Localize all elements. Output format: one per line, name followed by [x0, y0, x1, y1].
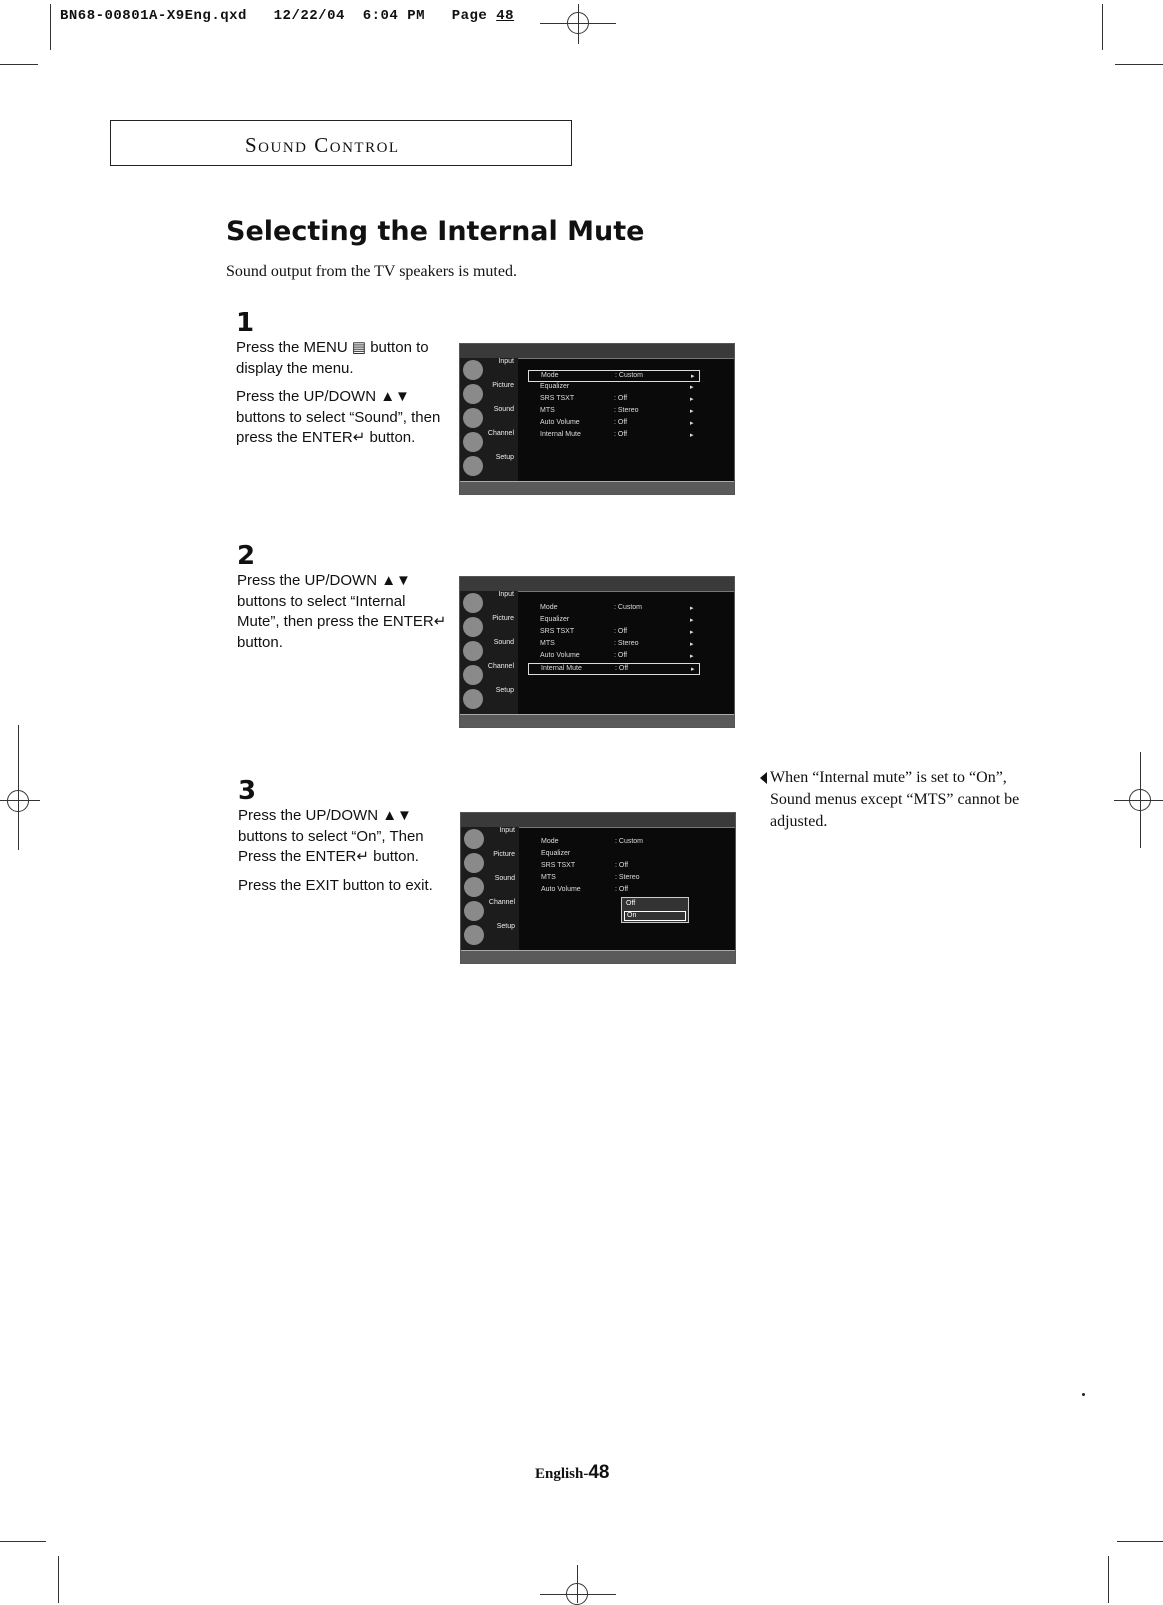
arrow-right-icon: ▸ — [690, 629, 694, 636]
tv-help-bar — [460, 714, 734, 727]
arrow-right-icon: ▸ — [690, 653, 694, 660]
channel-icon — [463, 665, 483, 685]
note-arrow-icon — [760, 772, 767, 784]
crop-mark — [1114, 800, 1163, 801]
crop-mark — [1115, 64, 1163, 65]
picture-icon — [463, 384, 483, 404]
crop-mark — [50, 4, 51, 50]
crop-mark — [578, 4, 579, 44]
step-number: 1 — [236, 308, 255, 338]
sound-icon — [463, 641, 483, 661]
print-header — [60, 8, 514, 24]
tv-menu-row: SRS TSXT : Off ▸ — [540, 628, 694, 636]
page-title: Selecting the Internal Mute — [226, 216, 645, 247]
channel-icon — [463, 432, 483, 452]
section-header: Sound Control — [245, 133, 400, 157]
tv-menu-row: Mode : Custom ▸ — [540, 604, 694, 612]
arrow-right-icon: ▸ — [690, 384, 694, 391]
tv-title-bar — [460, 577, 734, 592]
crop-mark — [1117, 1541, 1163, 1542]
tv-sidebar — [460, 591, 518, 715]
tv-menu-screenshot — [460, 812, 736, 964]
setup-icon — [463, 456, 483, 476]
tv-menu-row: Equalizer ▸ — [540, 383, 694, 391]
arrow-right-icon: ▸ — [690, 641, 694, 648]
tv-sidebar-item: Sound — [460, 406, 518, 430]
tv-sidebar-item: Input — [460, 358, 518, 382]
crop-mark — [0, 1541, 46, 1542]
tv-sidebar-item: Channel — [460, 663, 518, 687]
tv-menu-screenshot — [459, 343, 735, 495]
tv-menu-screenshot — [459, 576, 735, 728]
setup-icon — [464, 925, 484, 945]
tv-sidebar-item: Picture — [460, 382, 518, 406]
print-time: 6:04 PM — [362, 8, 425, 24]
sound-icon — [463, 408, 483, 428]
step-instruction: Press the UP/DOWN ▲▼ buttons to select “Internal Mute”, then press the ENTER↵ button. — [237, 572, 447, 651]
tv-menu-row: Auto Volume : Off ▸ — [540, 419, 694, 427]
tv-menu-row: SRS TSXT : Off — [541, 862, 629, 869]
tv-menu-row: Auto Volume : Off ▸ — [540, 652, 694, 660]
tv-menu-row: MTS : Stereo ▸ — [540, 640, 694, 648]
crop-mark — [0, 64, 38, 65]
tv-menu-row: Equalizer ▸ — [540, 616, 694, 624]
arrow-right-icon: ▸ — [690, 396, 694, 403]
arrow-right-icon: ▸ — [690, 432, 694, 439]
tv-sidebar-item: Input — [460, 591, 518, 615]
arrow-right-icon: ▸ — [690, 408, 694, 415]
crop-mark — [1108, 1556, 1109, 1603]
popup-option-selected: On — [624, 911, 686, 921]
dot-mark — [1082, 1393, 1085, 1396]
tv-menu-row: MTS : Stereo ▸ — [540, 407, 694, 415]
input-icon — [463, 593, 483, 613]
arrow-right-icon: ▸ — [690, 617, 694, 624]
step-2 — [237, 541, 452, 661]
crop-mark — [540, 1594, 616, 1595]
step-instruction: Press the UP/DOWN ▲▼ buttons to select “Sound”, then press the ENTER↵ button. — [236, 388, 441, 446]
registration-mark — [7, 790, 29, 812]
footer-page-number: 48 — [588, 1462, 610, 1483]
print-filename: BN68-00801A-X9Eng.qxd — [60, 8, 247, 24]
channel-icon — [464, 901, 484, 921]
print-date: 12/22/04 — [273, 8, 345, 24]
tv-sidebar-item: Sound — [461, 875, 519, 899]
tv-help-bar — [461, 950, 735, 963]
page-footer — [535, 1462, 610, 1484]
footer-prefix: English- — [535, 1466, 589, 1482]
tv-sidebar-item: Setup — [460, 687, 518, 711]
crop-mark — [577, 1565, 578, 1603]
input-icon — [463, 360, 483, 380]
print-page-label: Page — [451, 8, 488, 24]
step-number: 3 — [238, 776, 257, 806]
tv-sidebar-item: Channel — [460, 430, 518, 454]
tv-sidebar-item: Channel — [461, 899, 519, 923]
tv-menu-row: SRS TSXT : Off ▸ — [540, 395, 694, 403]
setup-icon — [463, 689, 483, 709]
crop-mark — [0, 800, 40, 801]
step-instruction: Press the UP/DOWN ▲▼ buttons to select “On”, Then Press the ENTER↵ button. — [238, 807, 424, 865]
arrow-right-icon: ▸ — [691, 373, 695, 380]
input-icon — [464, 829, 484, 849]
tv-option-popup — [621, 897, 689, 923]
step-1 — [236, 308, 451, 457]
arrow-right-icon: ▸ — [690, 420, 694, 427]
tv-sidebar — [461, 827, 519, 951]
tv-sidebar-item: Setup — [461, 923, 519, 947]
picture-icon — [464, 853, 484, 873]
crop-mark — [1102, 4, 1103, 50]
tv-menu-row: Mode : Custom ▸ — [528, 370, 700, 382]
tv-title-bar — [460, 344, 734, 359]
step-number: 2 — [237, 541, 256, 571]
picture-icon — [463, 617, 483, 637]
tv-sidebar-item: Picture — [461, 851, 519, 875]
tv-menu-row: Auto Volume : Off — [541, 886, 629, 893]
tv-menu-row: Equalizer — [541, 850, 571, 857]
crop-mark — [58, 1556, 59, 1603]
tv-menu-row: MTS : Stereo — [541, 874, 640, 881]
tv-sidebar-item: Picture — [460, 615, 518, 639]
tv-sidebar-item: Sound — [460, 639, 518, 663]
tv-menu-row: Internal Mute : Off ▸ — [528, 663, 700, 675]
sound-icon — [464, 877, 484, 897]
tv-help-bar — [460, 481, 734, 494]
tv-sidebar — [460, 358, 518, 482]
section-header-box — [110, 120, 572, 166]
step-instruction: Press the EXIT button to exit. — [238, 876, 433, 894]
tv-sidebar-item: Input — [461, 827, 519, 851]
crop-mark — [18, 725, 19, 850]
tv-sidebar-item: Setup — [460, 454, 518, 478]
popup-option: Off — [626, 900, 636, 907]
page-subtitle: Sound output from the TV speakers is muted. — [226, 263, 517, 280]
note-text: When “Internal mute” is set to “On”, Sound menus except “MTS” cannot be adjusted. — [770, 769, 1020, 830]
step-3 — [238, 776, 458, 904]
arrow-right-icon: ▸ — [690, 605, 694, 612]
tv-menu-row: Internal Mute : Off ▸ — [540, 431, 694, 439]
arrow-right-icon: ▸ — [691, 666, 695, 673]
print-page-number: 48 — [496, 8, 515, 24]
tv-title-bar — [461, 813, 735, 828]
step-instruction: Press the MENU ▤ button to display the menu. — [236, 339, 429, 377]
tv-menu-row: Mode : Custom — [541, 838, 644, 845]
